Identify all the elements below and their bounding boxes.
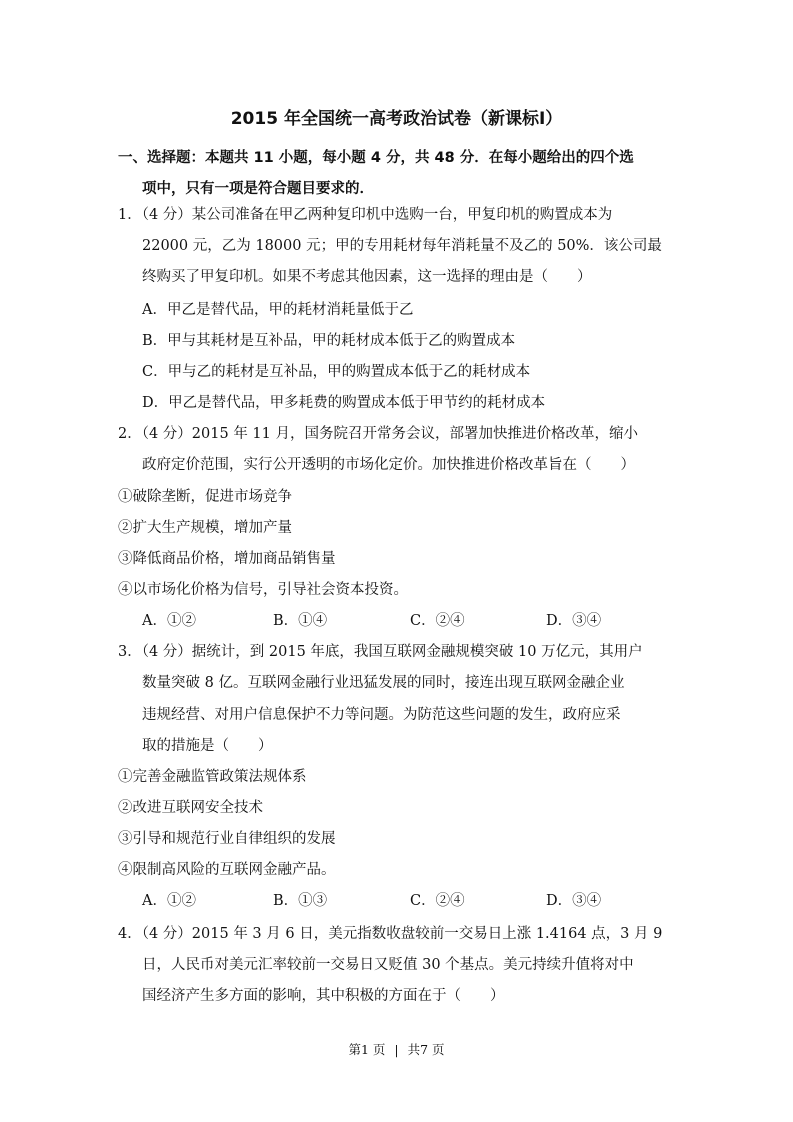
question-2-statement-3: ③降低商品价格，增加商品销售量 xyxy=(118,551,336,567)
question-4-line-3: 国经济产生多方面的影响，其中积极的方面在于（ ） xyxy=(142,988,505,1004)
question-3-choice-a: A．①② xyxy=(142,893,196,909)
question-1-line-3: 终购买了甲复印机。如果不考虑其他因素，这一选择的理由是（ ） xyxy=(142,269,592,285)
question-3-choice-d: D．③④ xyxy=(546,893,602,909)
question-1-option-d: D．甲乙是替代品，甲多耗费的购置成本低于甲节约的耗材成本 xyxy=(142,395,546,411)
question-1-line-2: 22000 元，乙为 18000 元；甲的专用耗材每年消耗量不及乙的 50%．该公司最 xyxy=(142,238,662,254)
question-1-option-c: C．甲与乙的耗材是互补品，甲的购置成本低于乙的耗材成本 xyxy=(142,364,531,380)
question-4-line-2: 日，人民币对美元汇率较前一交易日又贬值 30 个基点。美元持续升值将对中 xyxy=(142,957,634,973)
question-4-line-1: 4．（4 分）2015 年 3 月 6 日，美元指数收盘较前一交易日上涨 1.4164 点，3 月 9 xyxy=(118,926,663,942)
question-2-choice-b: B．①④ xyxy=(273,613,328,629)
question-3-choice-b: B．①③ xyxy=(273,893,328,909)
question-2-line-2: 政府定价范围，实行公开透明的市场化定价。加快推进价格改革旨在（ ） xyxy=(142,457,635,473)
question-2-choice-d: D．③④ xyxy=(546,613,602,629)
question-1-option-b: B．甲与其耗材是互补品，甲的耗材成本低于乙的购置成本 xyxy=(142,333,516,349)
page-footer xyxy=(0,1040,793,1058)
question-3-choice-c: C．②④ xyxy=(410,893,465,909)
total-pages: 共7 页 xyxy=(407,1042,445,1057)
question-3-line-3: 违规经营、对用户信息保护不力等问题。为防范这些问题的发生，政府应采 xyxy=(142,707,621,723)
question-2-choice-c: C．②④ xyxy=(410,613,465,629)
question-3-line-1: 3．（4 分）据统计，到 2015 年底，我国互联网金融规模突破 10 万亿元，其用户 xyxy=(118,644,643,660)
question-2-statement-2: ②扩大生产规模，增加产量 xyxy=(118,520,292,536)
question-3-statement-1: ①完善金融监管政策法规体系 xyxy=(118,769,307,785)
footer-separator: | xyxy=(394,1042,399,1057)
question-2-choice-a: A．①② xyxy=(142,613,196,629)
question-1-line-1: 1．（4 分）某公司准备在甲乙两种复印机中选购一台，甲复印机的购置成本为 xyxy=(118,207,613,223)
question-2-statement-1: ①破除垄断，促进市场竞争 xyxy=(118,489,292,505)
section-heading-line-1: 一、选择题：本题共 11 小题，每小题 4 分，共 48 分．在每小题给出的四个选 xyxy=(118,150,634,166)
question-3-statement-4: ④限制高风险的互联网金融产品。 xyxy=(118,862,336,878)
question-3-statement-3: ③引导和规范行业自律组织的发展 xyxy=(118,831,336,847)
question-3-statement-2: ②改进互联网安全技术 xyxy=(118,800,263,816)
page-number: 第1 页 xyxy=(348,1042,386,1057)
question-3-line-2: 数量突破 8 亿。互联网金融行业迅猛发展的同时，接连出现互联网金融企业 xyxy=(142,675,625,691)
page-title: 2015 年全国统一高考政治试卷（新课标Ⅰ） xyxy=(230,109,563,129)
section-heading xyxy=(118,143,688,205)
question-1-option-a: A．甲乙是替代品，甲的耗材消耗量低于乙 xyxy=(142,302,414,318)
question-3-line-4: 取的措施是（ ） xyxy=(142,738,273,754)
question-2-line-1: 2．（4 分）2015 年 11 月，国务院召开常务会议，部署加快推进价格改革，缩小 xyxy=(118,426,638,442)
question-2-statement-4: ④以市场化价格为信号，引导社会资本投资。 xyxy=(118,582,408,598)
section-heading-line-2: 项中，只有一项是符合题目要求的． xyxy=(142,181,374,197)
